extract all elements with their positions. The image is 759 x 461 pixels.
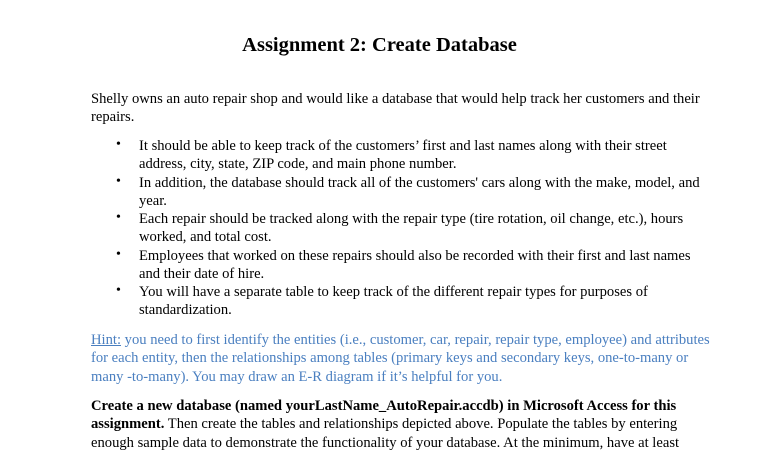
hint-line-1 <box>91 331 710 349</box>
hint-line-3: many -to-many). You may draw an E-R diagram if it’s helpful for you. <box>91 369 503 385</box>
list-item: You will have a separate table to keep track of the different repair types for purposes of <box>139 284 648 300</box>
hint-line-2: for each entity, then the relationships among tables (primary keys and secondary keys, one-to-many or <box>91 350 689 366</box>
task-line-1 <box>91 397 676 415</box>
task-bold: Create a new database (named yourLastName_AutoRepair.accdb) in Microsoft Access for this <box>91 398 677 414</box>
bullet-icon: • <box>116 247 121 262</box>
bullet-icon: • <box>116 283 121 298</box>
task-line-3: enough sample data to demonstrate the functionality of your database. At the minimum, have at least <box>91 435 680 451</box>
task-bold: assignment. <box>91 416 165 432</box>
task-line-2 <box>91 415 677 433</box>
bullet-icon: • <box>116 210 121 225</box>
hint-text: you need to first identify the entities (i.e., customer, car, repair, repair type, employee) and attributes <box>121 332 710 348</box>
intro-line-2: repairs. <box>91 109 135 125</box>
task-text: Then create the tables and relationships depicted above. Populate the tables by entering <box>164 416 678 432</box>
list-item: Employees that worked on these repairs should also be recorded with their first and last names <box>139 248 691 264</box>
page-title: Assignment 2: Create Database <box>242 34 517 56</box>
list-item: In addition, the database should track all of the customers' cars along with the make, model, and <box>139 175 700 191</box>
intro-line-1: Shelly owns an auto repair shop and would like a database that would help track her customers and their <box>91 91 700 107</box>
list-item-cont: worked, and total cost. <box>139 229 272 245</box>
list-item-cont: year. <box>139 193 167 209</box>
bullet-icon: • <box>116 137 121 152</box>
list-item: Each repair should be tracked along with the repair type (tire rotation, oil change, etc.), hours <box>139 211 684 227</box>
list-item-cont: and their date of hire. <box>139 266 265 282</box>
list-item: It should be able to keep track of the customers’ first and last names along with their street <box>139 138 667 154</box>
hint-label: Hint: <box>91 332 121 348</box>
list-item-cont: address, city, state, ZIP code, and main phone number. <box>139 156 457 172</box>
list-item-cont: standardization. <box>139 302 232 318</box>
bullet-icon: • <box>116 174 121 189</box>
